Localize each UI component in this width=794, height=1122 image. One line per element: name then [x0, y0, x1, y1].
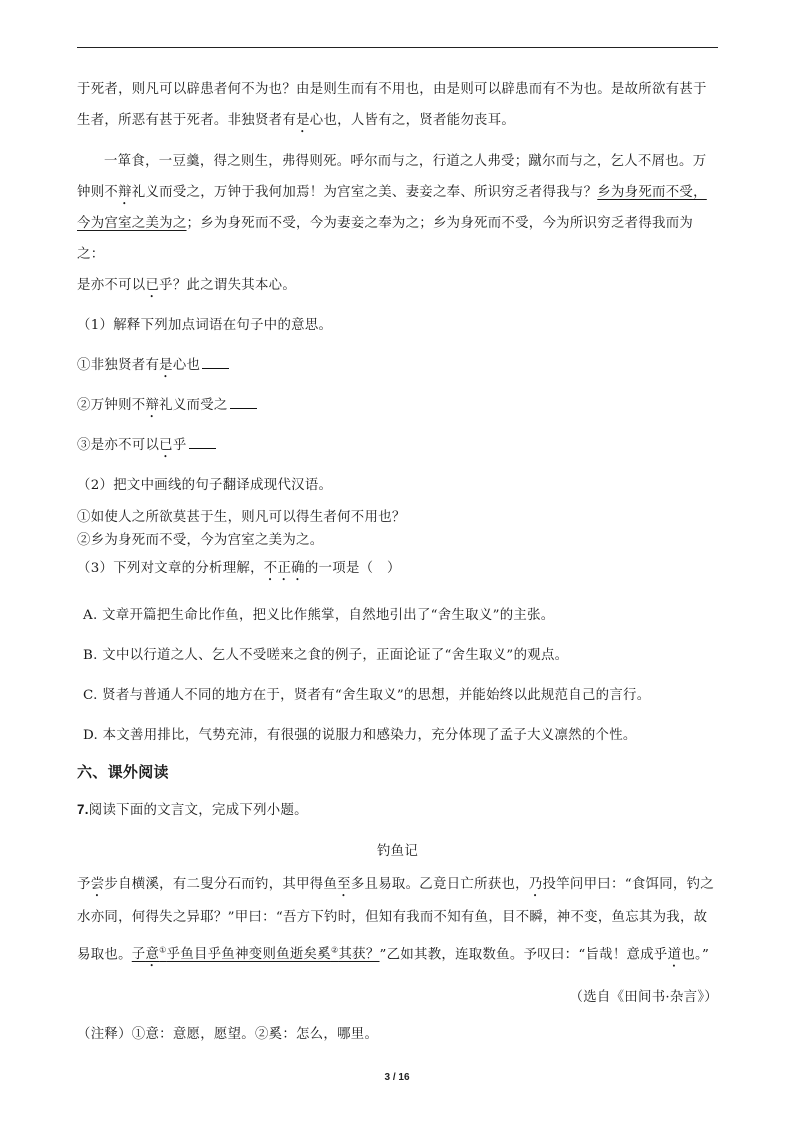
passage-paragraph: 一箪食，一豆羹，得之则生，弗得则死。呼尔而与之，行道之人弗受；蹴尔而与之，乞人不屑也。万 — [104, 154, 707, 169]
question-1-title: （1）解释下列加点词语在句子中的意思。 — [77, 318, 333, 333]
answer-blank[interactable] — [230, 395, 257, 409]
passage-line: 是亦不可以已乎？此之谓失其本心。 — [77, 278, 297, 293]
page-content — [77, 74, 718, 1050]
section-heading: 六、课外阅读 — [77, 763, 169, 781]
passage-source: （选自《田间书·杂言》） — [569, 990, 718, 1006]
question-3-title: （3）下列对文章的分析理解，不正确的一项是（ ） — [77, 561, 401, 576]
question-1-item: ②万钟则不辩礼义而受之 — [77, 390, 718, 421]
underlined-sentence: 今为宫室之美为之 — [77, 216, 187, 231]
question-7: 7.阅读下面的文言文，完成下列小题。 — [77, 802, 308, 818]
passage-notes: （注释）①意：意愿，愿望。②奚：怎么，哪里。 — [77, 1027, 379, 1043]
question-1-item: ③是亦不可以已乎 — [77, 430, 718, 461]
option-d: D. 本文善用排比，气势充沛，有很强的说服力和感染力，充分体现了孟子大义凛然的个性。 — [83, 728, 637, 743]
question-2-title: （2）把文中画线的句子翻译成现代汉语。 — [77, 478, 333, 493]
underlined-sentence: 乡为身死而不受， — [597, 185, 707, 200]
page-number: 3 / 16 — [384, 1072, 410, 1083]
passage-title: 钓鱼记 — [376, 844, 419, 859]
option-a: A. 文章开篇把生命比作鱼，把义比作熊掌，自然地引出了“舍生取义”的主张。 — [83, 608, 555, 623]
underlined-sentence: 子意①乎鱼目乎鱼神变则鱼逝矣奚②其获？ — [131, 946, 380, 963]
passage-line: 易取也。子意①乎鱼目乎鱼神变则鱼逝矣奚②其获？”乙如其教，连取数鱼。予叹曰：“旨哉！意成乎道也。” — [77, 946, 710, 963]
passage-line: 予尝步自横溪，有二叟分石而钓，其甲得鱼至多且易取。乙竟日亡所获也，乃投竿问甲曰：“食饵同，钓之 — [77, 877, 714, 892]
question-1-item: ①非独贤者有是心也 — [77, 350, 718, 381]
passage-line: 水亦同，何得失之异耶？”甲曰：“吾方下钓时，但知有我而不知有鱼，目不瞬，神不变，鱼忘其为我，故 — [77, 910, 708, 925]
question-2-item: ①如使人之所欲莫甚于生，则凡可以得生者何不用也？ — [77, 510, 406, 525]
passage-line: 于死者，则凡可以辟患者何不为也？由是则生而有不用也，由是则可以辟患而有不为也。是故所欲有甚于 — [77, 82, 707, 97]
answer-blank[interactable] — [202, 355, 229, 369]
passage-line: 生者，所恶有甚于死者。非独贤者有是心也，人皆有之，贤者能勿丧耳。 — [77, 113, 516, 128]
question-2-item: ②乡为身死而不受，今为宫室之美为之。 — [77, 533, 324, 548]
answer-blank[interactable] — [189, 435, 216, 449]
option-b: B. 文中以行道之人、乞人不受嗟来之食的例子，正面论证了“舍生取义”的观点。 — [83, 648, 569, 663]
passage-line: 今为宫室之美为之；乡为身死而不受，今为妻妾之奉为之；乡为身死而不受，今为所识穷乏者得我而为之： — [77, 216, 694, 262]
option-c: C. 贤者与普通人不同的地方在于，贤者有“舍生取义”的思想，并能始终以此规范自己的言行。 — [83, 688, 651, 703]
header-rule — [77, 47, 718, 48]
passage-line: 钟则不辩礼义而受之，万钟于我何加焉！为宫室之美、妻妾之奉、所识穷乏者得我与？乡为身死而不受， — [77, 185, 707, 200]
